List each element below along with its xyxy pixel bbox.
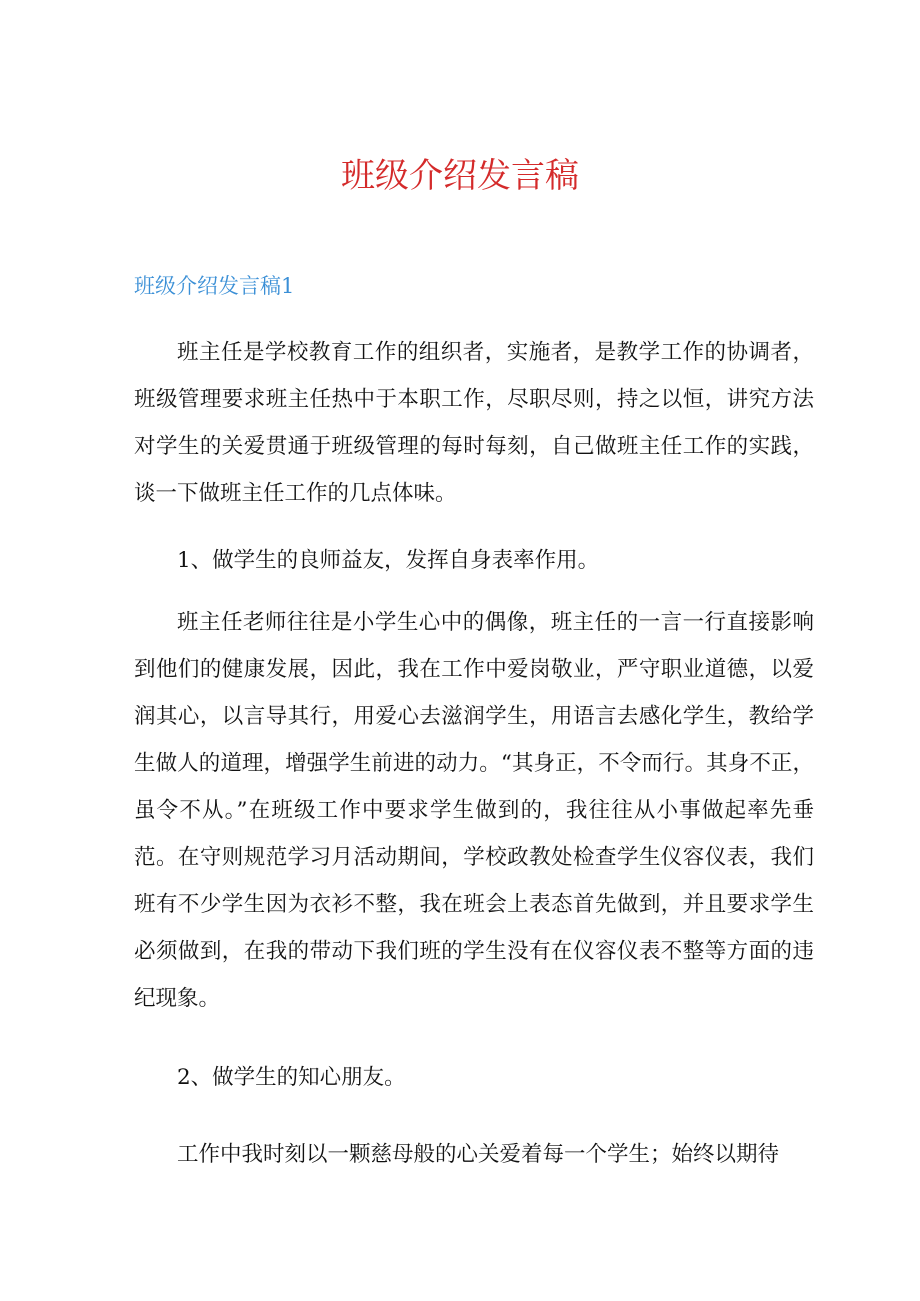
section-heading: 班级介绍发言稿1: [134, 274, 295, 298]
document-title: 班级介绍发言稿: [341, 156, 579, 196]
paragraph-point-2: 2、做学生的知心朋友。: [177, 1065, 406, 1090]
paragraph-caring: 工作中我时刻以一颗慈母般的心关爱着每一个学生；始终以期待: [177, 1142, 780, 1167]
paragraph-intro: 班主任是学校教育工作的组织者，实施者，是教学工作的协调者，班级管理要求班主任热中于本职工作，尽职尽则，持之以恒，讲究方法对学生的关爱贯通于班级管理的每时每刻，自己做班主任工作的实践，谈一下做班主任工作的几点体味。: [134, 340, 814, 506]
paragraph-role-model: 班主任老师往往是小学生心中的偶像，班主任的一言一行直接影响到他们的健康发展，因此，我在工作中爱岗敬业，严守职业道德，以爱润其心，以言导其行，用爱心去滋润学生，用语言去感化学生，教给学生做人的道理，增强学生前进的动力。“其身正，不令而行。其身不正，虽令不从。”在班级工作中要求学生做到的，我往往从小事做起率先垂范。在守则规范学习月活动期间，学校政教处检查学生仪容仪表，我们班有不少学生因为衣衫不整，我在班会上表态首先做到，并且要求学生必须做到，在我的带动下我们班的学生没有在仪容仪表不整等方面的违纪现象。: [134, 610, 814, 1011]
paragraph-point-1: 1、做学生的良师益友，发挥自身表率作用。: [177, 548, 600, 573]
